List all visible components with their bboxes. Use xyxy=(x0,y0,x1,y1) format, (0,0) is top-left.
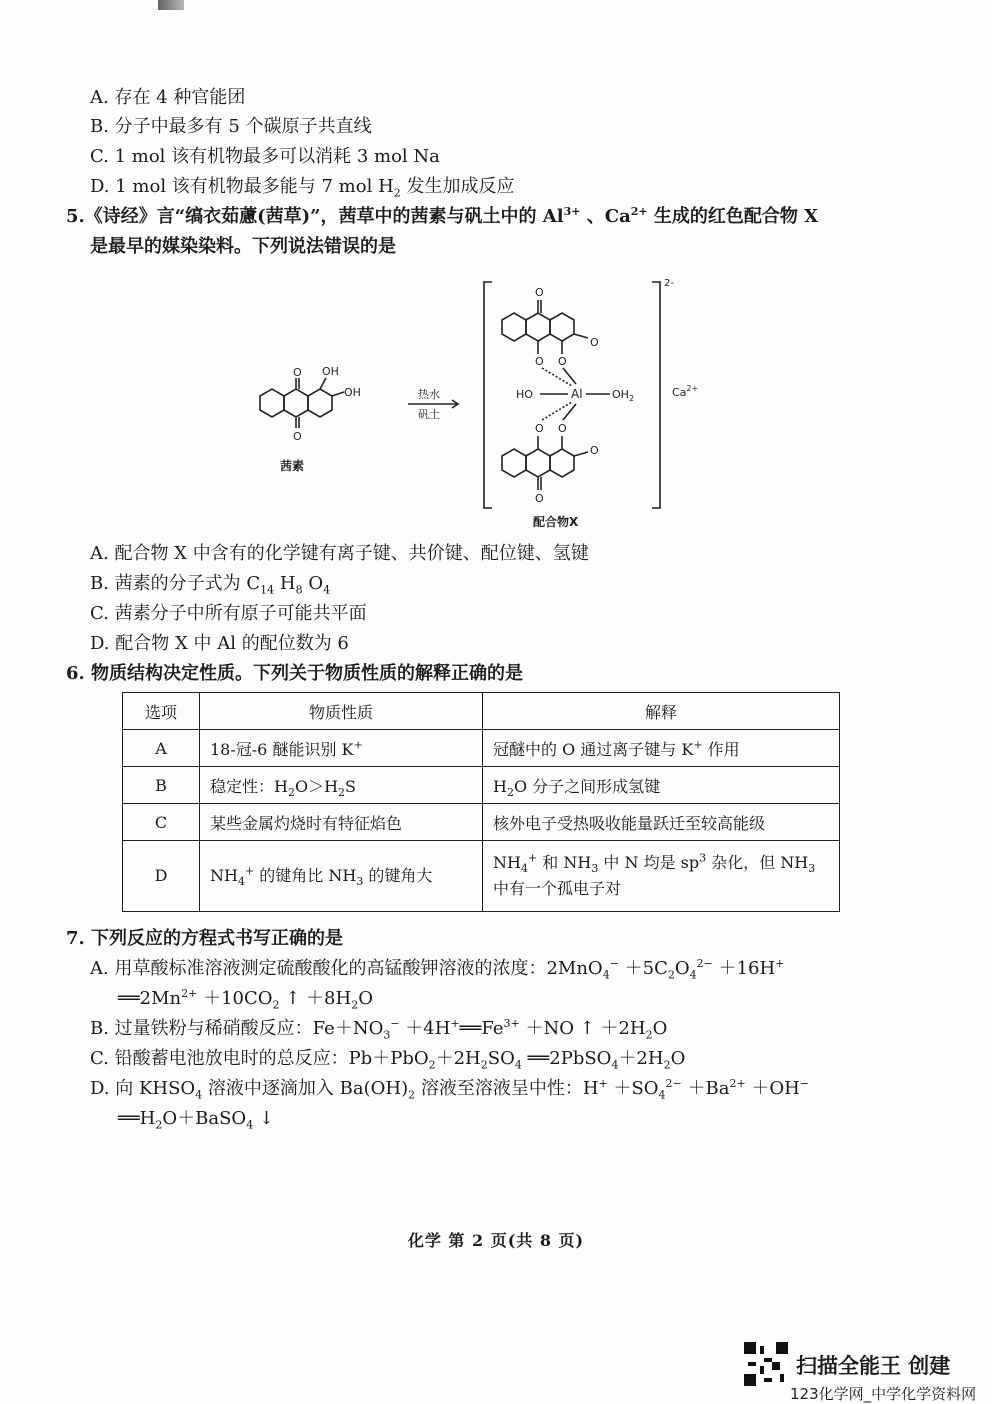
upper-ligand xyxy=(502,300,588,354)
lower-o-1: O xyxy=(535,422,544,435)
alizarin-carbonyl-o-top: O xyxy=(293,366,302,379)
q5-option-b: B. 茜素的分子式为 $C_{14}$ $H_8$ $O_4$ xyxy=(90,573,331,597)
complex-label: 配合物X xyxy=(533,515,579,529)
q7-option-b: B. 过量铁粉与稀硝酸反应：$Fe+NO_3^-$ $+4H^+══Fe^{3+} +NO$ ↑ $+2H_2O$ xyxy=(90,1017,668,1042)
alizarin-complex-figure xyxy=(240,268,720,536)
q7-stem: 7. 下列反应的方程式书写正确的是 xyxy=(66,928,344,949)
upper-o-2: O xyxy=(535,355,544,368)
row-b-option: B xyxy=(123,767,200,804)
q7-option-a-line1: A. 用草酸标准溶液测定硫酸酸化的高锰酸钾溶液的浓度：$2MnO_4^- +5C_2O_4^{2-} +16H^+$ xyxy=(90,957,785,982)
upper-o-4: O xyxy=(590,336,599,349)
alizarin-structure xyxy=(260,378,344,428)
complex-charge: 2- xyxy=(664,278,674,289)
lower-o-4: O xyxy=(535,492,544,505)
table-row xyxy=(123,730,840,767)
lower-o-2: O xyxy=(558,422,567,435)
row-b-explanation: $H_2O$ 分子之间形成氢键 xyxy=(483,767,840,804)
lower-o-3: O xyxy=(590,444,599,457)
q4-option-d: D. 1 mol 该有机物最多能与 7 mol $H_2$ 发生加成反应 xyxy=(90,176,515,200)
alizarin-label: 茜素 xyxy=(280,459,305,473)
q5-stem-line1: 5.《诗经》言“缟衣茹藘(茜草)”，茜草中的茜素与矾土中的 $Al^{3+}$ 、$Ca^{2+}$ 生成的红色配合物 X xyxy=(66,205,819,227)
ho-ligand: HO xyxy=(516,388,533,401)
calcium-ion: $Ca^{2+}$ xyxy=(672,384,699,399)
arrow-condition-top: 热水 xyxy=(418,388,440,401)
q5-stem-line2: 是最早的媒染染料。下列说法错误的是 xyxy=(90,236,396,257)
site-watermark: 123化学网_中学化学资料网 xyxy=(790,1385,977,1403)
alizarin-carbonyl-o-bottom: O xyxy=(293,430,302,443)
row-d-property: $NH_4^+$ 的键角比 $NH_3$ 的键角大 xyxy=(200,841,483,912)
row-c-property: 某些金属灼烧时有特征焰色 xyxy=(200,804,483,841)
q7-option-c: C. 铅酸蓄电池放电时的总反应：$Pb+PbO_2+2H_2SO_4$ $══2PbSO_4+2H_2O$ xyxy=(90,1048,686,1072)
qr-code-icon xyxy=(744,1342,788,1386)
q6-table xyxy=(122,692,840,912)
row-c-option: C xyxy=(123,804,200,841)
header-option: 选项 xyxy=(123,693,200,730)
q4-option-a: A. 存在 4 种官能团 xyxy=(90,87,246,108)
lower-ligand xyxy=(502,436,588,490)
row-c-explanation: 核外电子受热吸收能量跃迁至较高能级 xyxy=(483,804,840,841)
left-bracket xyxy=(484,282,492,508)
q5-option-d: D. 配合物 X 中 Al 的配位数为 6 xyxy=(90,633,349,654)
q7-option-a-line2: $══2Mn^{2+} +10CO_2$ ↑ $+8H_2O$ xyxy=(118,987,373,1012)
al-atom: Al xyxy=(571,387,583,401)
upper-o-3: O xyxy=(558,355,567,368)
row-b-property: 稳定性：$H_2O>H_2S$ xyxy=(200,767,483,804)
scanner-watermark: 扫描全能王 创建 xyxy=(796,1354,951,1378)
q5-option-c: C. 茜素分子中所有原子可能共平面 xyxy=(90,603,367,624)
q4-option-b: B. 分子中最多有 5 个碳原子共直线 xyxy=(90,116,372,137)
q6-stem: 6. 物质结构决定性质。下列关于物质性质的解释正确的是 xyxy=(66,663,524,684)
row-a-property: 18-冠-6 醚能识别 K+ xyxy=(200,730,483,767)
table-row xyxy=(123,804,840,841)
row-a-option: A xyxy=(123,730,200,767)
alizarin-oh-1: OH xyxy=(322,365,339,378)
page-footer: 化学 第 2 页(共 8 页) xyxy=(407,1231,585,1250)
table-header-row xyxy=(123,693,840,730)
header-property: 物质性质 xyxy=(200,693,483,730)
oh2-ligand: $OH_2$ xyxy=(612,388,635,403)
scan-edge-mark xyxy=(158,0,184,10)
q5-option-a: A. 配合物 X 中含有的化学键有离子键、共价键、配位键、氢键 xyxy=(90,543,589,564)
row-d-option: D xyxy=(123,841,200,912)
table-row xyxy=(123,767,840,804)
q4-option-c: C. 1 mol 该有机物最多可以消耗 3 mol Na xyxy=(90,146,440,167)
arrow-condition-bottom: 矾土 xyxy=(418,408,440,421)
table-row xyxy=(123,841,840,912)
row-d-explanation: $NH_4^+$ 和 $NH_3$ 中 N 均是 $sp^3$ 杂化，但 $NH_3$ 中有一个孤电子对 xyxy=(483,841,840,912)
q7-option-d-line1: D. 向 $KHSO_4$ 溶液中逐滴加入 $Ba(OH)_2$ 溶液至溶液呈中性：$H^+ +SO_4^{2-} +Ba^{2+} +OH^-$ xyxy=(90,1077,810,1102)
upper-o-1: O xyxy=(535,286,544,299)
header-explanation: 解释 xyxy=(483,693,840,730)
row-a-explanation: 冠醚中的 O 通过离子键与 K+ 作用 xyxy=(483,730,840,767)
alizarin-oh-2: OH xyxy=(344,386,361,399)
q7-option-d-line2: $══H_2O+BaSO_4$ ↓ xyxy=(118,1108,274,1132)
right-bracket xyxy=(652,282,660,508)
